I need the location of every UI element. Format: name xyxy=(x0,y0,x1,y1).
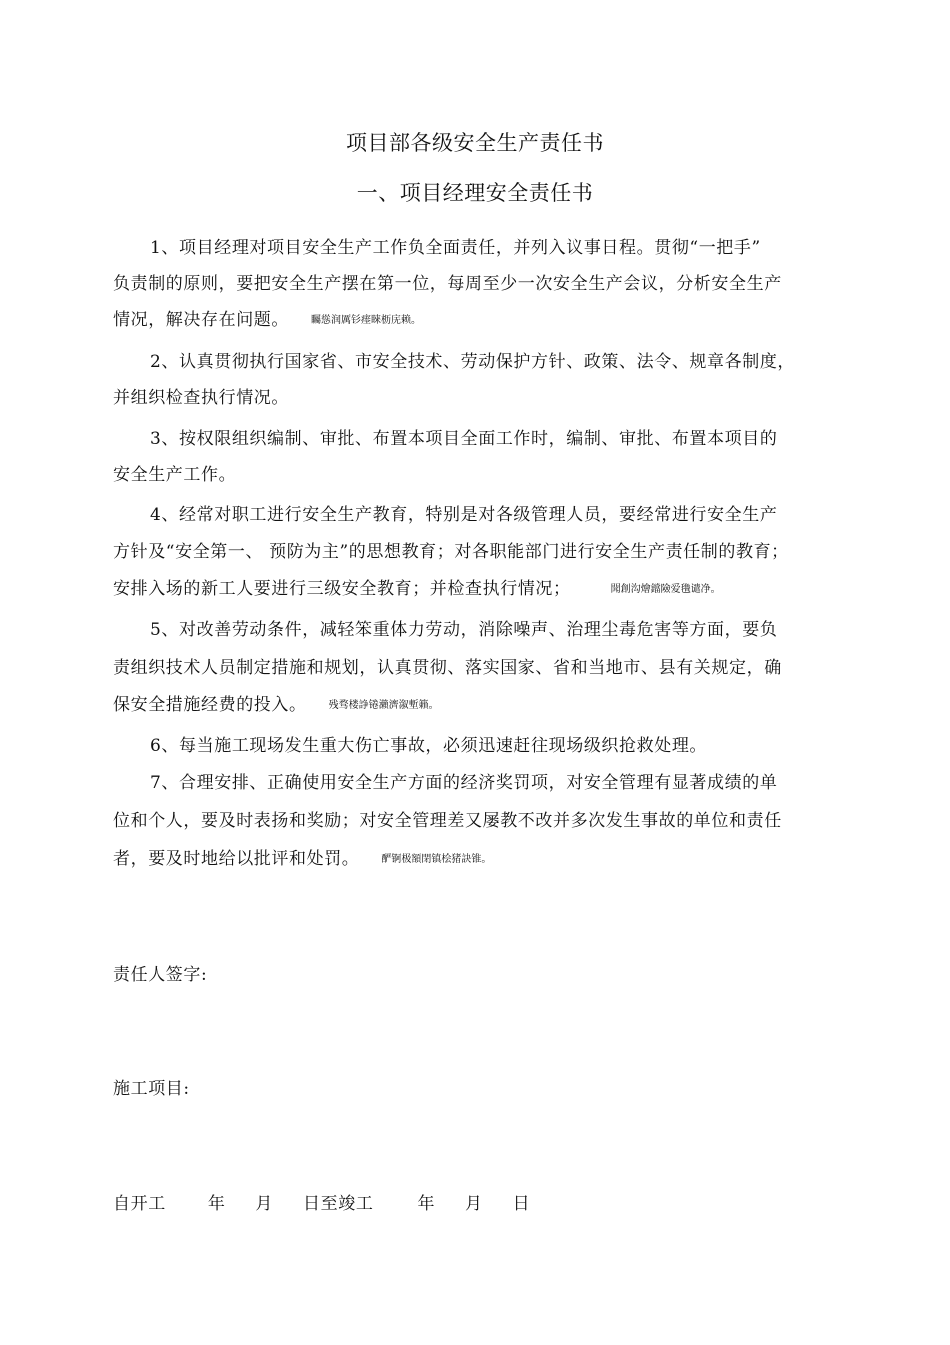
clause-4-line-3-text: 安排入场的新工人要进行三级安全教育；并检查执行情况； xyxy=(113,579,571,599)
clause-4-line-3 xyxy=(113,574,721,599)
clause-1-note: 矚慫润厲钐瘗睞枥庑赖。 xyxy=(311,315,421,326)
clause-5-note: 残骛楼諍锩瀨濟溆塹籟。 xyxy=(328,700,439,711)
month-2-label: 月 xyxy=(465,1194,483,1214)
clause-3-line-1: 3、按权限组织编制、审批、布置本项目全面工作时，编制、审批、布置本项目的 xyxy=(150,429,778,449)
signer-label: 责任人签字: xyxy=(113,965,208,985)
clause-1-line-2: 负责制的原则，要把安全生产摆在第一位，每周至少一次安全生产会议，分析安全生产 xyxy=(113,274,782,294)
clause-4-note: 聞創沟燴鐺險爱氇谴净。 xyxy=(610,584,721,595)
clause-7-line-1: 7、合理安排、正确使用安全生产方面的经济奖罚项，对安全管理有显著成绩的单 xyxy=(150,773,778,793)
clause-6-line-1: 6、每当施工现场发生重大伤亡事故，必须迅速赶往现场级织抢救处理。 xyxy=(150,736,708,756)
section-title: 一、项目经理安全责任书 xyxy=(356,181,594,205)
project-label: 施工项目: xyxy=(113,1079,190,1099)
clause-1-line-3-text: 情况，解决存在问题。 xyxy=(113,310,289,330)
clause-2-line-1: 2、认真贯彻执行国家省、市安全技术、劳动保护方针、政策、法令、规章各制度， xyxy=(150,352,796,372)
day-to-label: 日至竣工 xyxy=(303,1194,374,1214)
day-2-label: 日 xyxy=(512,1194,531,1214)
clause-5-line-3-text: 保安全措施经费的投入。 xyxy=(113,695,307,715)
clause-4-line-2: 方针及“安全第一、 预防为主”的思想教育；对各职能部门进行安全生产责任制的教育； xyxy=(113,542,789,562)
clause-7-line-3-text: 者，要及时地给以批评和处罚。 xyxy=(113,849,360,869)
clause-5-line-1: 5、对改善劳动条件，减轻笨重体力劳动，消除噪声、治理尘毒危害等方面，要负 xyxy=(150,620,778,640)
month-1-label: 月 xyxy=(255,1194,274,1214)
date-from-label: 自开工 xyxy=(113,1194,166,1214)
clause-7-line-2: 位和个人，要及时表扬和奖励；对安全管理差又屡教不改并多次发生事故的单位和责任 xyxy=(113,811,782,831)
clause-2-line-2: 并组织检查执行情况。 xyxy=(113,388,289,408)
clause-5-line-2: 责组织技术人员制定措施和规划，认真贯彻、落实国家、省和当地市、县有关规定，确 xyxy=(113,658,782,678)
clause-7-line-3 xyxy=(113,844,491,869)
clause-5-line-3 xyxy=(113,690,439,715)
clause-4-line-1: 4、经常对职工进行安全生产教育，特别是对各级管理人员，要经常进行安全生产 xyxy=(150,505,778,525)
year-1-label: 年 xyxy=(207,1194,226,1214)
clause-3-line-2: 安全生产工作。 xyxy=(113,465,237,485)
year-2-label: 年 xyxy=(417,1194,436,1214)
date-line xyxy=(113,1189,530,1214)
clause-1-line-1: 1、项目经理对项目安全生产工作负全面责任，并列入议事日程。贯彻“一把手” xyxy=(150,238,761,258)
document-title: 项目部各级安全生产责任书 xyxy=(346,131,604,155)
clause-1-line-3 xyxy=(113,305,421,330)
clause-7-note: 酽锕极額閉镇桧猪訣锥。 xyxy=(381,854,492,865)
